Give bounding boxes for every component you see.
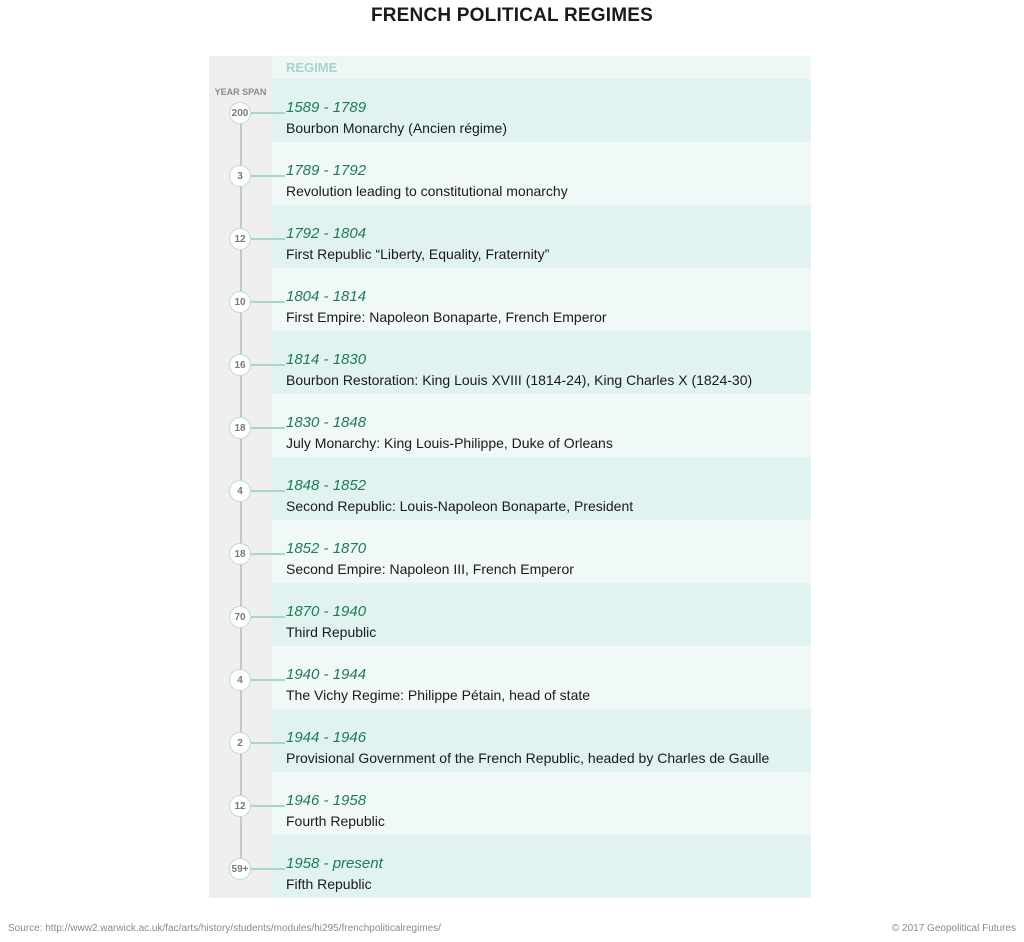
regime-name: July Monarchy: King Louis-Philippe, Duke of Orleans: [286, 435, 613, 451]
timeline-connector: [251, 301, 285, 303]
regime-row: [209, 79, 811, 142]
regime-years: 1848 - 1852: [286, 477, 367, 494]
year-span-badge: 16: [229, 354, 251, 376]
regime-years: 1792 - 1804: [286, 225, 367, 242]
regime-name: Fourth Republic: [286, 813, 385, 829]
regime-row: [209, 772, 811, 835]
timeline-connector: [251, 553, 285, 555]
timeline-connector: [251, 364, 285, 366]
regime-years: 1789 - 1792: [286, 162, 367, 179]
year-span-badge: 12: [229, 795, 251, 817]
regime-row: [209, 394, 811, 457]
timeline-connector: [251, 742, 285, 744]
timeline-connector: [251, 238, 285, 240]
regime-years: 1870 - 1940: [286, 603, 367, 620]
regime-years: 1852 - 1870: [286, 540, 367, 557]
timeline-connector: [251, 616, 285, 618]
year-span-badge: 12: [229, 228, 251, 250]
regime-name: Second Empire: Napoleon III, French Emperor: [286, 561, 574, 577]
year-span-badge: 2: [229, 732, 251, 754]
regime-name: The Vichy Regime: Philippe Pétain, head of state: [286, 687, 591, 703]
timeline-connector: [251, 490, 285, 492]
year-span-badge: 59+: [229, 858, 251, 880]
timeline-connector: [251, 175, 285, 177]
regime-years: 1830 - 1848: [286, 414, 367, 431]
regime-name: Third Republic: [286, 624, 377, 640]
regime-name: Fifth Republic: [286, 876, 372, 892]
regime-years: 1958 - present: [286, 855, 383, 872]
year-span-badge: 200: [229, 102, 251, 124]
regime-name: First Empire: Napoleon Bonaparte, French Emperor: [286, 309, 607, 325]
regime-name: Bourbon Restoration: King Louis XVIII (1814-24), King Charles X (1824-30): [286, 372, 753, 388]
regime-header-label: REGIME: [286, 60, 338, 75]
year-span-header: YEAR SPAN: [214, 87, 267, 97]
year-span-badge: 70: [229, 606, 251, 628]
source-note: Source: http://www2.warwick.ac.uk/fac/arts/history/students/modules/hi295/frenchpoliticalregimes/: [8, 923, 441, 934]
regime-years: 1589 - 1789: [286, 99, 367, 116]
regime-row: [209, 520, 811, 583]
regime-row: [209, 205, 811, 268]
year-span-badge: 18: [229, 417, 251, 439]
year-span-badge: 10: [229, 291, 251, 313]
regime-name: First Republic “Liberty, Equality, Fraternity”: [286, 246, 550, 262]
timeline-connector: [251, 112, 285, 114]
regime-row: [209, 268, 811, 331]
regime-years: 1814 - 1830: [286, 351, 367, 368]
regime-years: 1940 - 1944: [286, 666, 367, 683]
regime-row: [209, 583, 811, 646]
regime-years: 1804 - 1814: [286, 288, 367, 305]
regime-name: Provisional Government of the French Republic, headed by Charles de Gaulle: [286, 750, 770, 766]
regimes-table: [209, 56, 811, 898]
regime-row: [209, 646, 811, 709]
timeline-connector: [251, 427, 285, 429]
regime-name: Second Republic: Louis-Napoleon Bonaparte, President: [286, 498, 634, 514]
regime-name: Revolution leading to constitutional monarchy: [286, 183, 568, 199]
regime-row: [209, 709, 811, 772]
year-span-badge: 3: [229, 165, 251, 187]
year-span-badge: 4: [229, 480, 251, 502]
regime-name: Bourbon Monarchy (Ancien régime): [286, 120, 507, 136]
regime-header: [272, 56, 811, 79]
copyright-note: © 2017 Geopolitical Futures: [891, 923, 1016, 934]
regime-years: 1946 - 1958: [286, 792, 367, 809]
regime-years: 1944 - 1946: [286, 729, 367, 746]
regime-row: [209, 331, 811, 394]
timeline-connector: [251, 868, 285, 870]
timeline-connector: [251, 805, 285, 807]
page-title: FRENCH POLITICAL REGIMES: [370, 5, 654, 26]
regime-row: [209, 142, 811, 205]
regime-row: [209, 457, 811, 520]
regime-row: [209, 835, 811, 898]
timeline-connector: [251, 679, 285, 681]
year-span-badge: 18: [229, 543, 251, 565]
year-span-badge: 4: [229, 669, 251, 691]
